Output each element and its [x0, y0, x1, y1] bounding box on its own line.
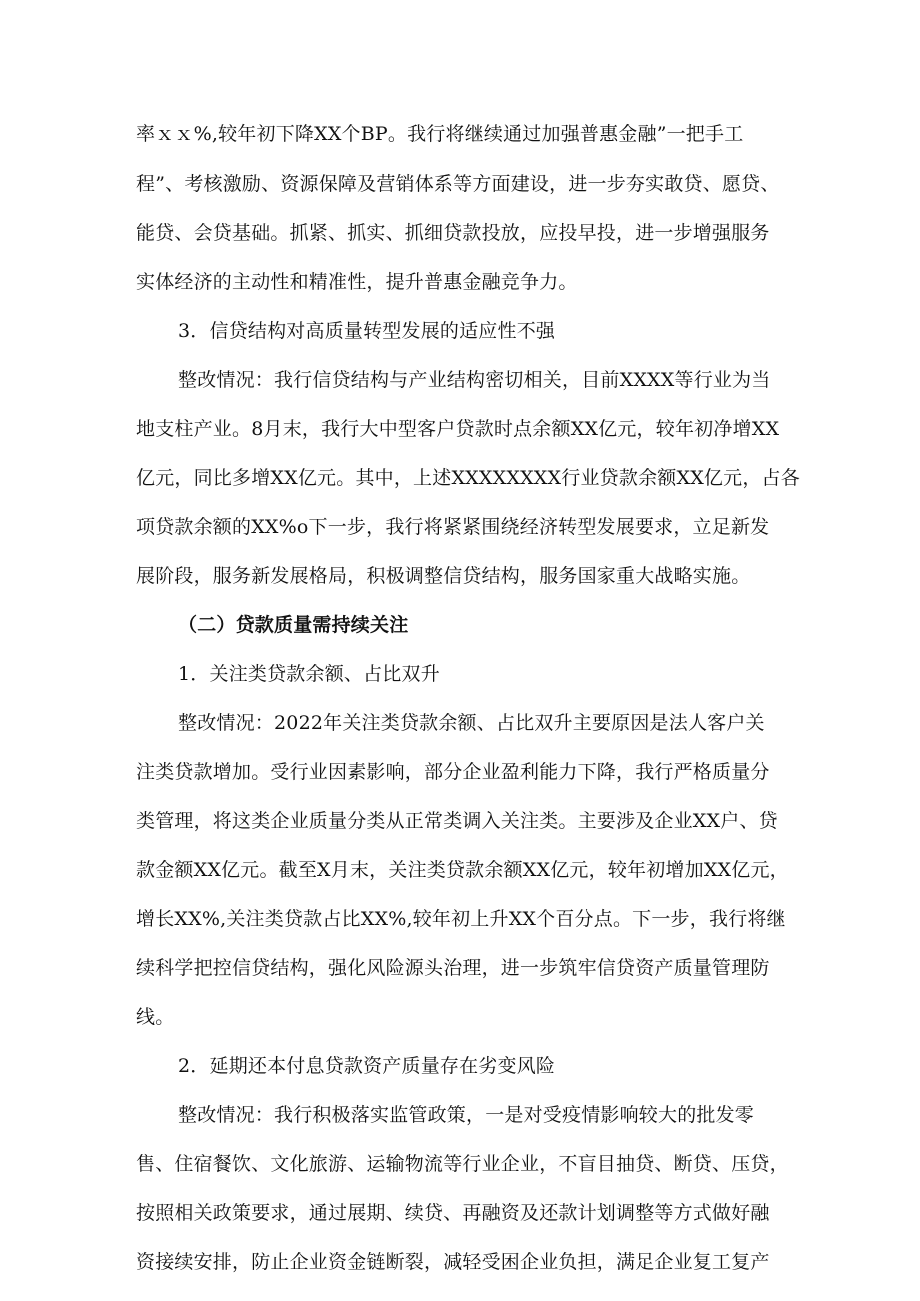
paragraph-line: 增长XX%,关注类贷款占比XX%,较年初上升XX个百分点。下一步，我行将继	[136, 908, 786, 930]
section-heading-3: 3．信贷结构对高质量转型发展的适应性不强	[178, 320, 556, 342]
paragraph-line: 整改情况：2022年关注类贷款余额、占比双升主要原因是法人客户关	[178, 712, 765, 734]
paragraph-line: 款金额XX亿元。截至X月末，关注类贷款余额XX亿元，较年初增加XX亿元，	[136, 859, 789, 881]
paragraph-line: 能贷、会贷基础。抓紧、抓实、抓细贷款投放，应投早投，进一步增强服务	[136, 222, 770, 244]
paragraph-line: 程”、考核激励、资源保障及营销体系等方面建设，进一步夯实敢贷、愿贷、	[136, 173, 780, 195]
paragraph-line: 展阶段，服务新发展格局，积极调整信贷结构，服务国家重大战略实施。	[136, 565, 751, 587]
paragraph-line: 注类贷款增加。受行业因素影响，部分企业盈利能力下降，我行严格质量分	[136, 761, 770, 783]
paragraph-line: 类管理，将这类企业质量分类从正常类调入关注类。主要涉及企业XX户、贷	[136, 810, 778, 832]
paragraph-line: 按照相关政策要求，通过展期、续贷、再融资及还款计划调整等方式做好融	[136, 1202, 770, 1224]
paragraph-line: 线。	[136, 1006, 175, 1028]
paragraph-line: 亿元，同比多增XX亿元。其中，上述XXXXXXXX行业贷款余额XX亿元，占各	[136, 467, 800, 489]
paragraph-line: 项贷款余额的XX%o下一步，我行将紧紧围绕经济转型发展要求，立足新发	[136, 516, 770, 538]
paragraph-line: 整改情况：我行积极落实监管政策，一是对受疫情影响较大的批发零	[178, 1104, 755, 1126]
paragraph-line: 率ｘｘ%,较年初下降XX个BP。我行将继续通过加强普惠金融”一把手工	[136, 123, 744, 145]
paragraph-line: 地支柱产业。8月末，我行大中型客户贷款时点余额XX亿元，较年初净增XX	[136, 418, 780, 440]
paragraph-line: 整改情况：我行信贷结构与产业结构密切相关，目前XXXX等行业为当	[178, 369, 771, 391]
subsection-heading-1: 1．关注类贷款余额、占比双升	[178, 663, 440, 685]
paragraph-line: 售、住宿餐饮、文化旅游、运输物流等行业企业，不盲目抽贷、断贷、压贷，	[136, 1153, 789, 1175]
section-heading-loan-quality: （二）贷款质量需持续关注	[178, 614, 409, 636]
paragraph-line: 资接续安排，防止企业资金链断裂，减轻受困企业负担，满足企业复工复产	[136, 1251, 770, 1273]
paragraph-line: 续科学把控信贷结构，强化风险源头治理，进一步筑牢信贷资产质量管理防	[136, 957, 770, 979]
subsection-heading-2: 2．延期还本付息贷款资产质量存在劣变风险	[178, 1055, 556, 1077]
paragraph-line: 实体经济的主动性和精准性，提升普惠金融竞争力。	[136, 271, 578, 293]
